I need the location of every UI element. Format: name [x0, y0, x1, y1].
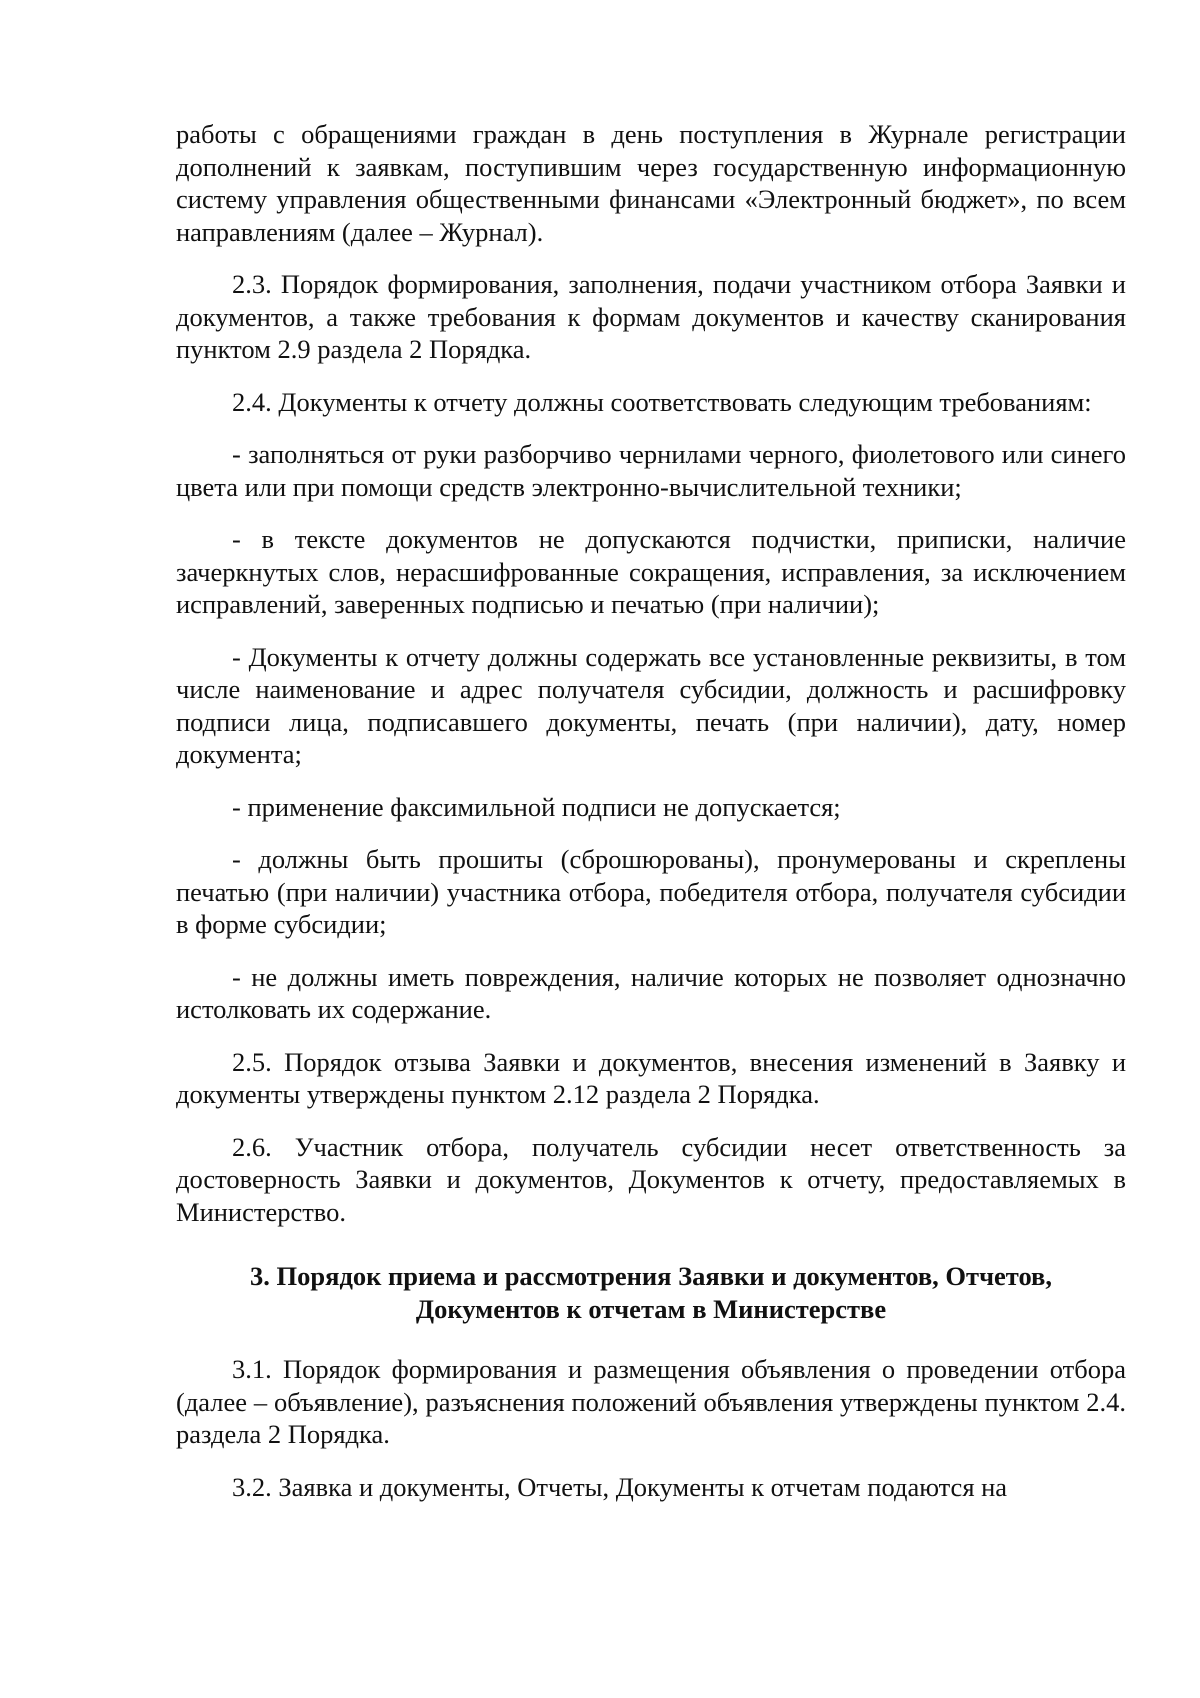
paragraph-2-4-item-requisites: - Документы к отчету должны содержать все установленные реквизиты, в том числе наименование и адрес получателя субсидии, должность и расшифровку подписи лица, подписавшего документы, печать (при наличии), дату, номер документа;	[176, 641, 1126, 769]
section-3-heading	[176, 1260, 1126, 1325]
paragraph-2-5: 2.5. Порядок отзыва Заявки и документов, внесения изменений в Заявку и документы утверждены пунктом 2.12 раздела 2 Порядка.	[176, 1046, 1126, 1109]
paragraph-2-4: 2.4. Документы к отчету должны соответствовать следующим требованиям:	[232, 386, 1092, 417]
paragraph-2-4-item-facsimile: - применение факсимильной подписи не допускается;	[232, 791, 841, 822]
section-3-heading-line-2: Документов к отчетам в Министерстве	[415, 1293, 887, 1324]
paragraph-2-3: 2.3. Порядок формирования, заполнения, подачи участником отбора Заявки и документов, а также требования к формам документов и качеству сканирования пунктом 2.9 раздела 2 Порядка.	[176, 269, 1126, 364]
document-page	[176, 118, 1126, 1523]
paragraph-journal-continuation: работы с обращениями граждан в день поступления в Журнале регистрации дополнений к заявкам, поступившим через государственную информационную систему управления общественными финансами «Электронный бюджет», по всем направлениям (далее – Журнал).	[176, 119, 1126, 247]
paragraph-2-4-item-corrections: - в тексте документов не допускаются подчистки, приписки, наличие зачеркнутых слов, нерасшифрованные сокращения, исправления, за исключением исправлений, заверенных подписью и печатью (при наличии);	[176, 524, 1126, 619]
paragraph-2-4-item-ink: - заполняться от руки разборчиво чернилами черного, фиолетового или синего цвета или при помощи средств электронно-вычислительной техники;	[176, 439, 1126, 502]
section-3-heading-line-1: 3. Порядок приема и рассмотрения Заявки и документов, Отчетов,	[250, 1261, 1052, 1291]
paragraph-2-6: 2.6. Участник отбора, получатель субсидии несет ответственность за достоверность Заявки и документов, Документов к отчету, предоставляемых в Министерство.	[176, 1131, 1126, 1227]
paragraph-3-1: 3.1. Порядок формирования и размещения объявления о проведении отбора (далее – объявление), разъяснения положений объявления утверждены пунктом 2.4. раздела 2 Порядка.	[176, 1354, 1126, 1449]
paragraph-2-4-item-binding: - должны быть прошиты (сброшюрованы), пронумерованы и скреплены печатью (при наличии) участника отбора, победителя отбора, получателя субсидии в форме субсидии;	[176, 844, 1126, 939]
paragraph-3-2: 3.2. Заявка и документы, Отчеты, Документы к отчетам подаются на	[232, 1471, 1008, 1502]
paragraph-2-4-item-damage: - не должны иметь повреждения, наличие которых не позволяет однозначно истолковать их содержание.	[176, 961, 1126, 1024]
